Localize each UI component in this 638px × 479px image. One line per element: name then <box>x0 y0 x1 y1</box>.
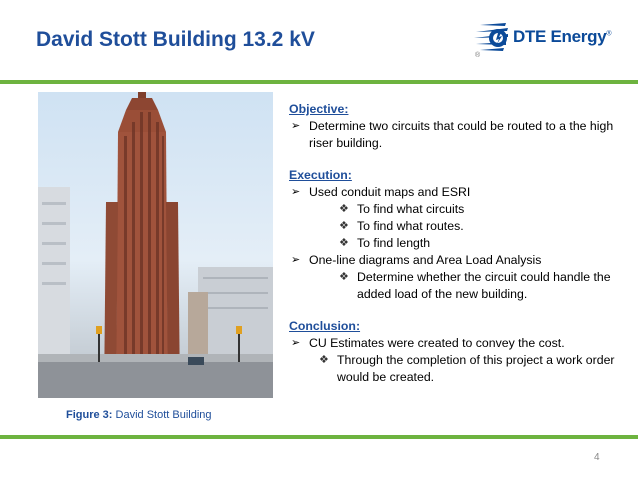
conclusion-heading: Conclusion: <box>289 319 361 333</box>
arrow-bullet-icon: ➢ <box>291 186 301 198</box>
execution-sub-item: ❖ To find what circuits <box>339 202 465 216</box>
building-photo <box>38 92 273 398</box>
execution-heading: Execution: <box>289 168 352 182</box>
diamond-bullet-icon: ❖ <box>339 271 349 283</box>
objective-heading: Objective: <box>289 102 349 116</box>
slide-content <box>289 101 629 386</box>
footer-divider <box>0 435 638 439</box>
header-divider <box>0 80 638 84</box>
execution-sub-item: ❖ Determine whether the circuit could handle the added load of the new building. <box>339 270 611 301</box>
diamond-bullet-icon: ❖ <box>319 354 329 366</box>
slide-title: David Stott Building 13.2 kV <box>36 28 315 51</box>
logo-wordmark: DTE Energy® <box>513 27 612 46</box>
execution-sub-item: ❖ To find what routes. <box>339 219 464 233</box>
diamond-bullet-icon: ❖ <box>339 237 349 249</box>
objective-bullet: ➢ Determine two circuits that could be routed to a the high riser building. <box>291 119 614 150</box>
execution-bullet-1: ➢ Used conduit maps and ESRI <box>291 185 471 199</box>
arrow-bullet-icon: ➢ <box>291 120 301 132</box>
figure-caption: Figure 3: David Stott Building <box>66 409 212 421</box>
conclusion-bullet-1: ➢ CU Estimates were created to convey the cost. <box>291 336 565 350</box>
dte-energy-logo <box>468 14 630 62</box>
execution-sub-item: ❖ To find length <box>339 236 431 250</box>
execution-bullet-2: ➢ One-line diagrams and Area Load Analysis <box>291 253 542 267</box>
diamond-bullet-icon: ❖ <box>339 220 349 232</box>
page-number: 4 <box>594 452 600 463</box>
diamond-bullet-icon: ❖ <box>339 203 349 215</box>
arrow-bullet-icon: ➢ <box>291 337 301 349</box>
logo-trademark: ® <box>475 52 481 59</box>
arrow-bullet-icon: ➢ <box>291 254 301 266</box>
conclusion-sub-item: ❖ Through the completion of this project a work order would be created. <box>319 353 615 384</box>
